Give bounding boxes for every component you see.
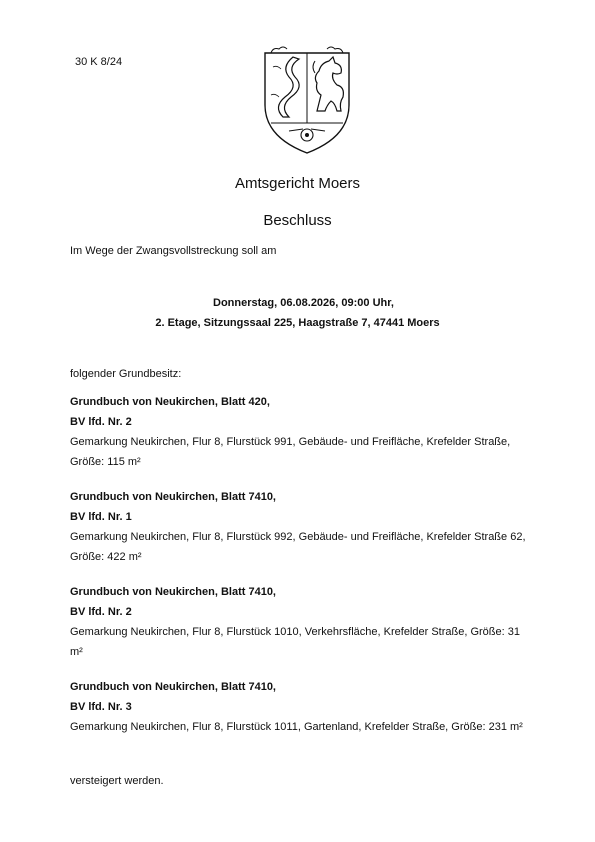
properties-heading: folgender Grundbesitz: (70, 368, 182, 380)
property-item-number: BV lfd. Nr. 1 (70, 511, 132, 523)
property-entry (70, 487, 530, 567)
property-register: Grundbuch von Neukirchen, Blatt 420, (70, 396, 270, 408)
property-description: Gemarkung Neukirchen, Flur 8, Flurstück 992, Gebäude- und Freifläche, Krefelder Straße 62, Größe: 422 m² (70, 531, 526, 563)
property-list (70, 392, 530, 752)
property-register: Grundbuch von Neukirchen, Blatt 7410, (70, 681, 276, 693)
property-entry (70, 392, 530, 472)
property-description: Gemarkung Neukirchen, Flur 8, Flurstück 1010, Verkehrsfläche, Krefelder Straße, Größe: 31 m² (70, 626, 520, 658)
property-item-number: BV lfd. Nr. 2 (70, 606, 132, 618)
nrw-coat-of-arms-icon (259, 45, 355, 157)
property-register: Grundbuch von Neukirchen, Blatt 7410, (70, 586, 276, 598)
intro-text: Im Wege der Zwangsvollstreckung soll am (70, 245, 277, 257)
file-number: 30 K 8/24 (75, 56, 123, 68)
property-description: Gemarkung Neukirchen, Flur 8, Flurstück 1011, Gartenland, Krefelder Straße, Größe: 231 m² (70, 721, 523, 733)
auction-location: 2. Etage, Sitzungssaal 225, Haagstraße 7, 47441 Moers (155, 317, 440, 329)
property-item-number: BV lfd. Nr. 3 (70, 701, 132, 713)
document-title: Beschluss (263, 212, 332, 229)
property-register: Grundbuch von Neukirchen, Blatt 7410, (70, 491, 276, 503)
closing-text: versteigert werden. (70, 775, 164, 787)
court-name: Amtsgericht Moers (234, 175, 361, 192)
property-entry (70, 677, 530, 737)
property-description: Gemarkung Neukirchen, Flur 8, Flurstück 991, Gebäude- und Freifläche, Krefelder Straße, Größe: 115 m² (70, 436, 511, 468)
property-entry (70, 582, 530, 662)
property-item-number: BV lfd. Nr. 2 (70, 416, 132, 428)
auction-date-time: Donnerstag, 06.08.2026, 09:00 Uhr, (213, 297, 394, 309)
